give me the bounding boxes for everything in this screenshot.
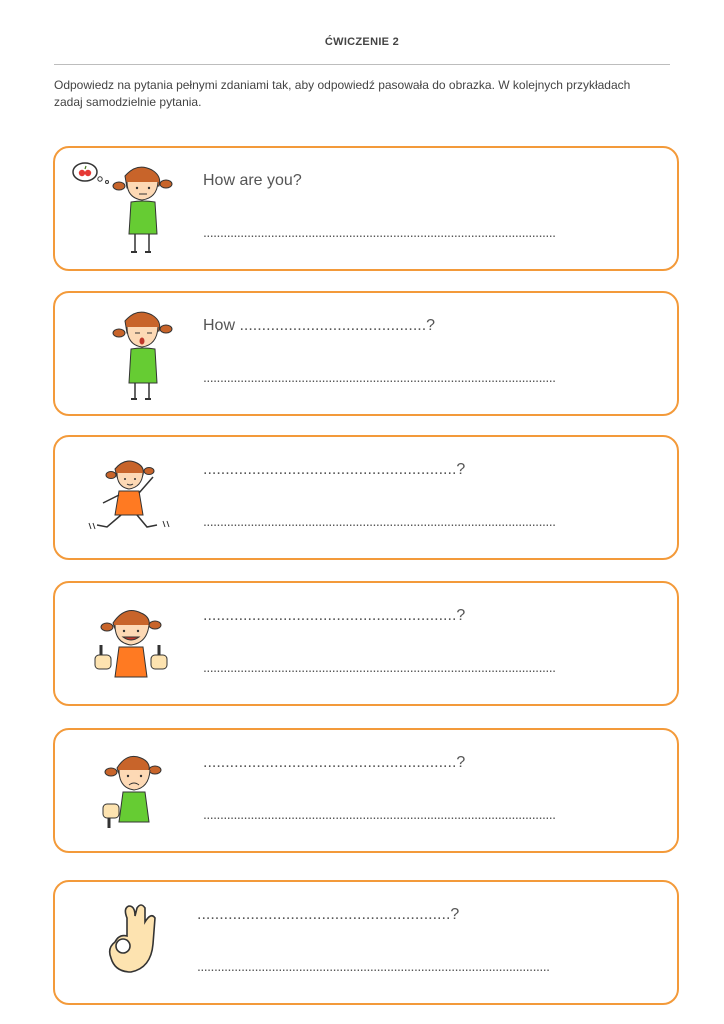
girl-thinking-icon xyxy=(67,154,182,264)
ok-hand-icon xyxy=(67,888,182,998)
girl-running-icon xyxy=(67,443,182,553)
answer-line-3[interactable]: ........................................................................................................ xyxy=(203,513,556,529)
exercise-card-3 xyxy=(53,435,679,560)
question-5[interactable]: .........................................................? xyxy=(203,754,466,771)
exercise-card-4 xyxy=(53,581,679,706)
exercise-card-2 xyxy=(53,291,679,416)
girl-thumbs-up-icon xyxy=(67,589,182,699)
question-1: How are you? xyxy=(203,172,302,189)
exercise-card-5 xyxy=(53,728,679,853)
answer-line-1[interactable]: ........................................................................................................ xyxy=(203,224,556,240)
question-4[interactable]: .........................................................? xyxy=(203,607,466,624)
girl-thumbs-down-icon xyxy=(67,736,182,846)
question-2[interactable]: How ..........................................? xyxy=(203,317,436,334)
answer-line-4[interactable]: ........................................................................................................ xyxy=(203,659,556,675)
exercise-card-1 xyxy=(53,146,679,271)
girl-sick-icon xyxy=(67,299,182,409)
answer-line-5[interactable]: ........................................................................................................ xyxy=(203,806,556,822)
question-6[interactable]: .........................................................? xyxy=(197,906,460,923)
answer-line-6[interactable]: ........................................................................................................ xyxy=(197,958,550,974)
title-divider xyxy=(54,64,670,65)
question-3[interactable]: .........................................................? xyxy=(203,461,466,478)
answer-line-2[interactable]: ........................................................................................................ xyxy=(203,369,556,385)
worksheet-title: ĆWICZENIE 2 xyxy=(324,36,400,48)
instruction-text: Odpowiedz na pytania pełnymi zdaniami tak, aby odpowiedź pasowała do obrazka. W kolejnych przykładach zadaj samodzielnie pytania. xyxy=(54,78,631,109)
exercise-card-6 xyxy=(53,880,679,1005)
